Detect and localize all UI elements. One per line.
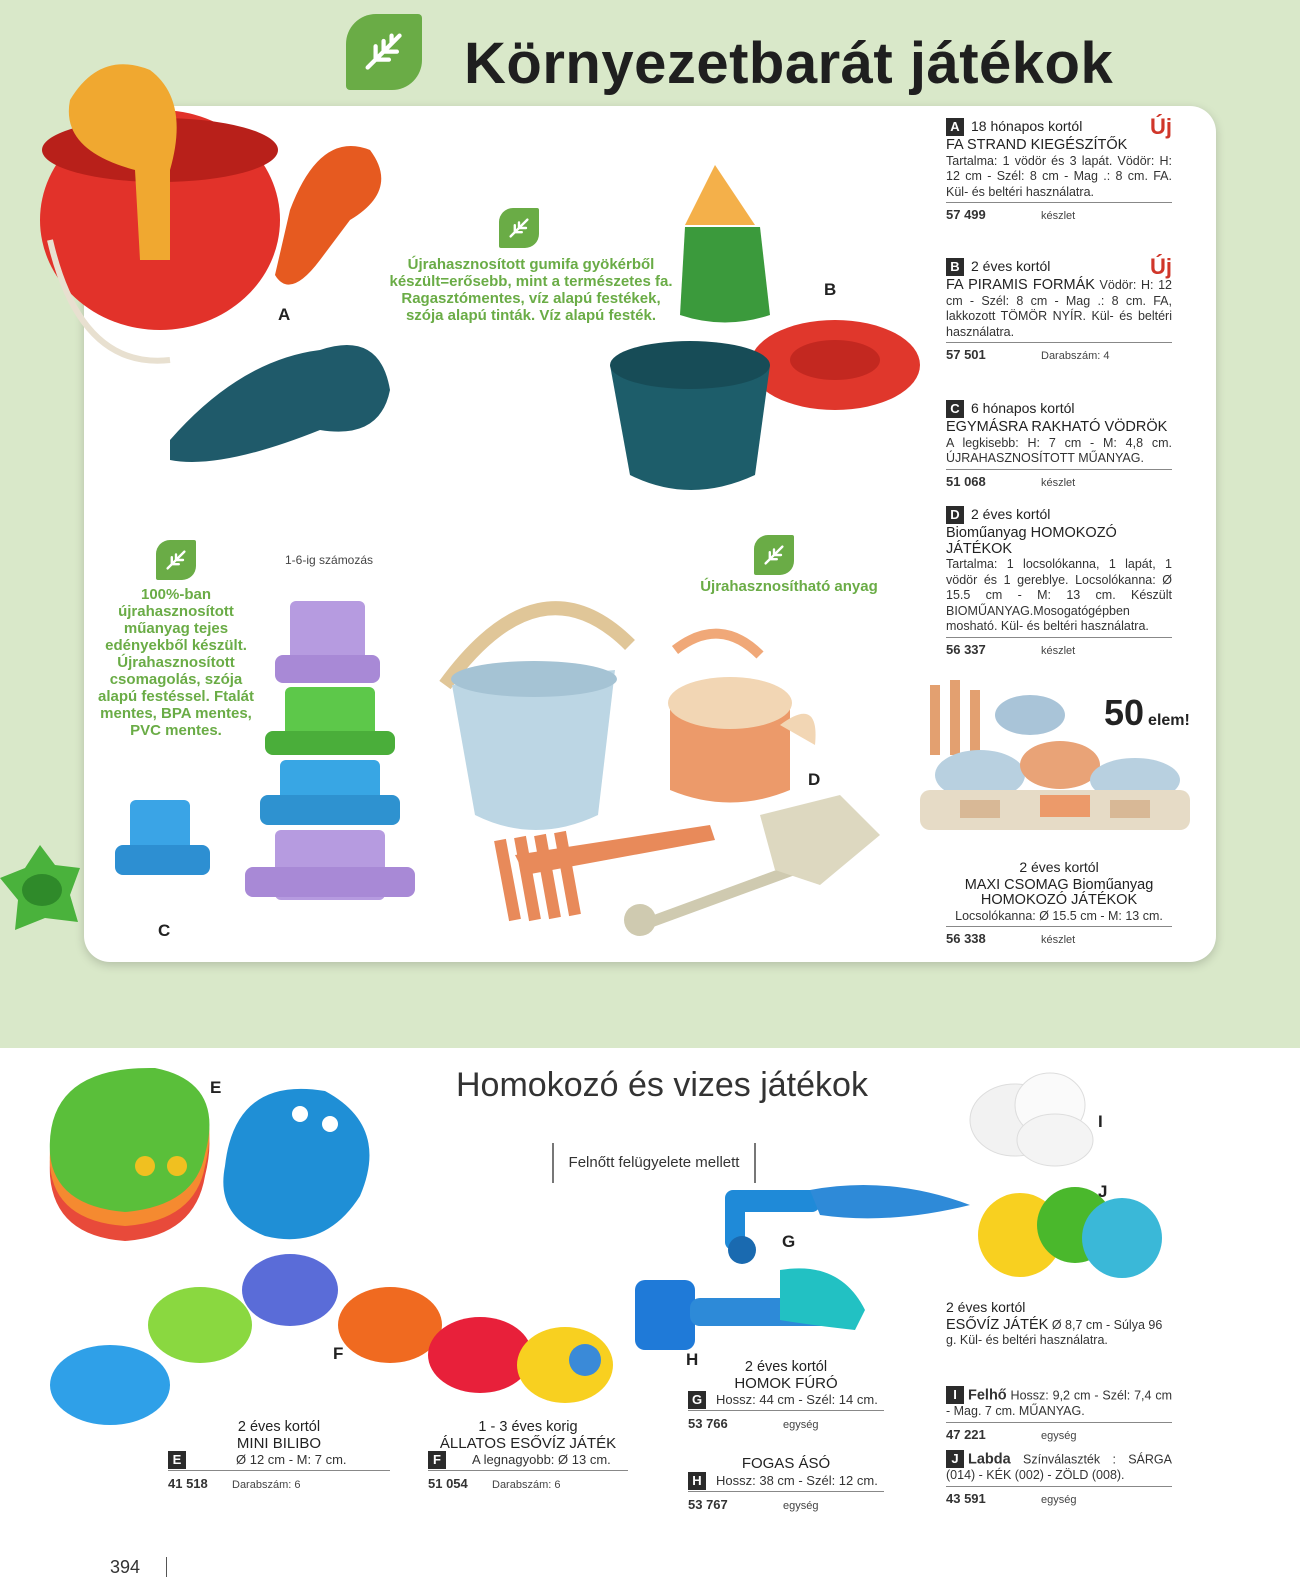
product-name: FA PIRAMIS FORMÁK [946,277,1095,293]
cloud-info [946,1386,1172,1444]
product-name: MINI BILIBO [236,1434,322,1452]
product-a-info [946,114,1172,225]
product-tag: A [946,118,964,136]
recyclable-note: Újrahasznosítható anyag [700,578,878,595]
page-title: Környezetbarát játékok [464,31,1114,96]
product-tag: C [946,400,964,418]
fifty-label: elem! [1148,712,1190,729]
product-desc: Tartalma: 1 vödör és 3 lapát. Vödör: H: 12 cm - Szél: 8 cm - Mag .: 8 cm. FA. Kül- és beltéri használatra. [946,154,1172,204]
product-desc: Ø 8,7 cm - Súlya 96 g. Kül- és beltéri használatra. [946,1317,1163,1347]
product-age: 6 hónapos kortól [971,400,1075,417]
product-tag: D [946,506,964,524]
product-desc: Színválaszték : SÁRGA (014) - KÉK (002) - ZÖLD (008). [946,1452,1172,1482]
image-letter-e: E [210,1078,222,1097]
product-desc: A legnagyobb: Ø 13 cm. [472,1452,611,1468]
image-letter-a: A [278,305,291,324]
fifty-number: 50 [1104,692,1145,733]
rainwater-toy-info [946,1300,1172,1349]
eco-leaf-icon [499,208,539,248]
rubberwood-note: Újrahasznosított gumifa gyökérből készült=erősebb, mint a természetes fa. Ragasztómentes, víz alapú festékek, szója alapú tinták. Víz alapú festék. [389,256,673,324]
supervision-note: Felnőtt felügyelete mellett [552,1143,756,1183]
wooden-beach-set-image [20,40,420,480]
product-name: Felhő [968,1387,1007,1404]
product-unit: egység [1041,1493,1077,1506]
product-unit: készlet [1041,476,1076,489]
image-letter-d: D [808,770,821,789]
fifty-elements-badge [1104,692,1190,734]
image-letter-g: G [782,1232,796,1251]
product-age: 18 hónapos kortól [971,118,1083,135]
image-letter-j: J [1098,1182,1108,1201]
product-name: Bioműanyag HOMOKOZÓ JÁTÉKOK [946,525,1117,557]
product-code: 57 501 [946,347,986,362]
product-desc: Tartalma: 1 locsolókanna, 1 lapát, 1 vödör és 1 gereblye. Locsolókanna: Ø 15.5 cm - M: 13 cm. Készült BIOMŰANYAG.Mosogatógépben mosható. Kül- és beltéri használatra. [946,557,1172,638]
product-code: 43 591 [946,1490,986,1506]
animal-rainwater-toy-info [428,1420,628,1494]
product-code: 56 338 [946,931,986,946]
eco-leaf-icon [156,540,196,580]
product-name: FOGAS ÁSÓ [741,1455,831,1472]
page-number-divider [166,1557,167,1577]
product-desc: Hossz: 38 cm - Szél: 12 cm. [716,1472,878,1488]
product-tag: B [946,258,964,276]
product-tag: H [688,1472,706,1490]
product-c-info [946,400,1172,491]
product-age: 2 éves kortól [946,1299,1026,1315]
product-unit: készlet [1041,210,1076,222]
product-name: FA STRAND KIEGÉSZÍTŐK [946,137,1128,153]
image-letter-h: H [686,1350,699,1369]
product-code: 53 767 [688,1496,728,1512]
product-name: ESŐVÍZ JÁTÉK [946,1316,1049,1333]
product-unit: készlet [1041,644,1076,657]
toothed-shovel-info [688,1456,884,1514]
product-tag: F [428,1451,446,1469]
product-desc: Vödör: H: 12 cm - Szél: 8 cm - Mag .: 8 cm. FA, lakkozott TÖMÖR NYÍR. Kül- és beltéri használatra. [946,278,1173,339]
product-d-info [946,506,1172,659]
recycled-milk-note: 100%-ban újrahasznosított műanyag tejes edényekből készült. Újrahasznosított csomagolás, szója alapú festéssel. Ftalát mentes, BPA mentes, PVC mentes. [98,586,254,739]
image-letter-b: B [824,280,837,299]
product-unit: Darabszám: 6 [232,1479,301,1491]
mini-bilibo-info [168,1420,390,1494]
page-number: 394 [110,1557,141,1577]
product-name: Labda [968,1451,1011,1468]
product-name: EGYMÁSRA RAKHATÓ VÖDRÖK [946,419,1168,435]
ball-info [946,1450,1172,1508]
product-name: MAXI CSOMAG Bioműanyag HOMOKOZÓ JÁTÉKOK [964,876,1154,908]
product-tag: G [688,1391,706,1409]
product-tag: J [946,1450,964,1468]
product-desc: Locsolókanna: Ø 15.5 cm - M: 13 cm. [946,909,1172,928]
product-unit: egység [783,1499,819,1512]
new-badge: Új [1150,254,1172,280]
numbering-label: 1-6-ig számozás [285,553,374,567]
new-badge: Új [1150,114,1172,140]
product-code: 51 068 [946,473,986,489]
image-letter-f: F [333,1344,344,1363]
maxi-product-info [946,860,1172,949]
product-age: 2 éves kortól [744,1359,828,1375]
product-tag: E [168,1451,186,1469]
product-unit: Darabszám: 4 [1041,350,1110,362]
image-letter-c: C [158,921,171,940]
cloud-and-ball-image [955,1060,1175,1290]
product-age: 1 - 3 éves korig [478,1419,578,1435]
product-b-info [946,254,1173,365]
animal-rainwater-toy-image [40,1235,620,1435]
product-age: 2 éves kortól [971,506,1051,523]
eco-leaf-icon [754,535,794,575]
product-desc: Hossz: 9,2 cm - Szél: 7,4 cm - Mag. 7 cm. MŰANYAG. [946,1388,1172,1418]
product-unit: Darabszám: 6 [492,1479,561,1491]
product-age: 2 éves kortól [971,258,1051,275]
product-desc: A legkisebb: H: 7 cm - M: 4,8 cm. ÚJRAHASZNOSÍTOTT MŰANYAG. [946,436,1172,470]
product-unit: egység [783,1419,819,1431]
sand-drill-image [630,1170,980,1380]
sand-drill-info [688,1360,884,1434]
product-tag: I [946,1386,964,1404]
section-title: Homokozó és vizes játékok [456,1066,868,1104]
product-code: 57 499 [946,207,986,222]
product-name: ÁLLATOS ESŐVÍZ JÁTÉK [439,1434,617,1452]
product-code: 56 337 [946,641,986,657]
bioplastic-sandbox-toys-image [440,575,900,945]
product-unit: egység [1041,1429,1077,1442]
product-desc: Ø 12 cm - M: 7 cm. [236,1452,347,1468]
green-star-cup-image [0,840,90,940]
image-letter-i: I [1098,1112,1103,1131]
product-age: 2 éves kortól [1019,859,1099,875]
product-age: 2 éves kortól [237,1419,321,1435]
product-name: HOMOK FÚRÓ [734,1374,838,1392]
product-desc: Hossz: 44 cm - Szél: 14 cm. [716,1392,878,1408]
product-code: 53 766 [688,1416,728,1431]
pyramid-shapes-image [605,155,935,500]
product-code: 47 221 [946,1426,986,1442]
product-unit: készlet [1041,934,1076,946]
product-code: 51 054 [428,1476,468,1491]
product-code: 41 518 [168,1476,208,1491]
